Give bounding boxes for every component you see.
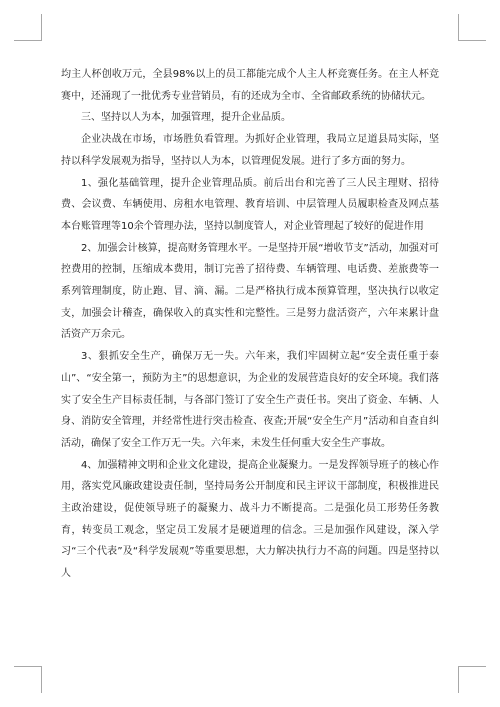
crop-mark-bottom-right bbox=[458, 666, 486, 667]
crop-mark-top-right bbox=[458, 40, 486, 41]
document-body bbox=[61, 64, 439, 585]
section-heading: 三、坚持以人为本，加强管理，提升企业品质。 bbox=[81, 112, 291, 124]
paragraph: 2、加强会计核算，提高财务管理水平。一是坚持开展“增收节支”活动，加强对可控费用的控制，压缩成本费用，制订完善了招待费、车辆管理、电话费、差旅费等一系列管理制度，防止跑、冒、滴、漏。二是严格执行成本预算管理，坚决执行以收定支，加强会计稽查，确保收入的真实性和完整性。三是努力盘活资产，六年来累计盘活资产万余元。 bbox=[61, 242, 439, 341]
paragraph: 企业决战在市场，市场胜负看管理。为抓好企业管理，我局立足道县局实际，坚持以科学发展观为指导，坚持以人为本，以管理促发展。进行了多方面的努力。 bbox=[61, 134, 439, 167]
paragraph: 4、加强精神文明和企业文化建设，提高企业凝聚力。一是发挥领导班子的核心作用，落实党风廉政建设责任制，坚持局务公开制度和民主评议干部制度，积极推进民主政治建设，促使领导班子的凝聚力、战斗力不断提高。二是强化员工形势任务教育，转变员工观念，坚定员工发展才是硬道理的信念。三是加强作风建设，深入学习“三个代表”及“科学发展观”等重要思想，大力解决执行力不高的问题。四是坚持以人 bbox=[61, 459, 439, 580]
crop-mark-bottom-left bbox=[14, 666, 42, 667]
paragraph: 1、强化基础管理，提升企业管理品质。前后出台和完善了三人民主理财、招待费、会议费、车辆使用、房租水电管理、教育培训、中层管理人员履职检查及网点基本台账管理等10余个管理办法，坚持以制度管人，对企业管理起了较好的促进作用 bbox=[61, 177, 439, 232]
paragraph: 3、狠抓安全生产，确保万无一失。六年来，我们牢固树立起“安全责任重于泰山”、“安全第一，预防为主”的思想意识，为企业的发展营造良好的安全环境。我们落实了安全生产目标责任制，与各部门签订了安全生产责任书。突出了资金、车辆、人身、消防安全管理，并经常性进行突击检查、夜查;开展“安全生产月”活动和自查自纠活动，确保了安全工作万无一失。六年来，未发生任何重大安全生产事故。 bbox=[61, 351, 439, 449]
paragraph-continuation: 均主人杯创收万元，全县98%以上的员工都能完成个人主人杯竞赛任务。在主人杯竞赛中，还涌现了一批优秀专业营销员，有的还成为全市、全省邮政系统的协储状元。 bbox=[61, 69, 439, 102]
crop-mark-bottom-right bbox=[458, 666, 459, 693]
crop-mark-top-left bbox=[41, 14, 42, 41]
crop-mark-top-left bbox=[14, 40, 42, 41]
crop-mark-bottom-left bbox=[41, 666, 42, 693]
crop-mark-top-right bbox=[458, 14, 459, 41]
